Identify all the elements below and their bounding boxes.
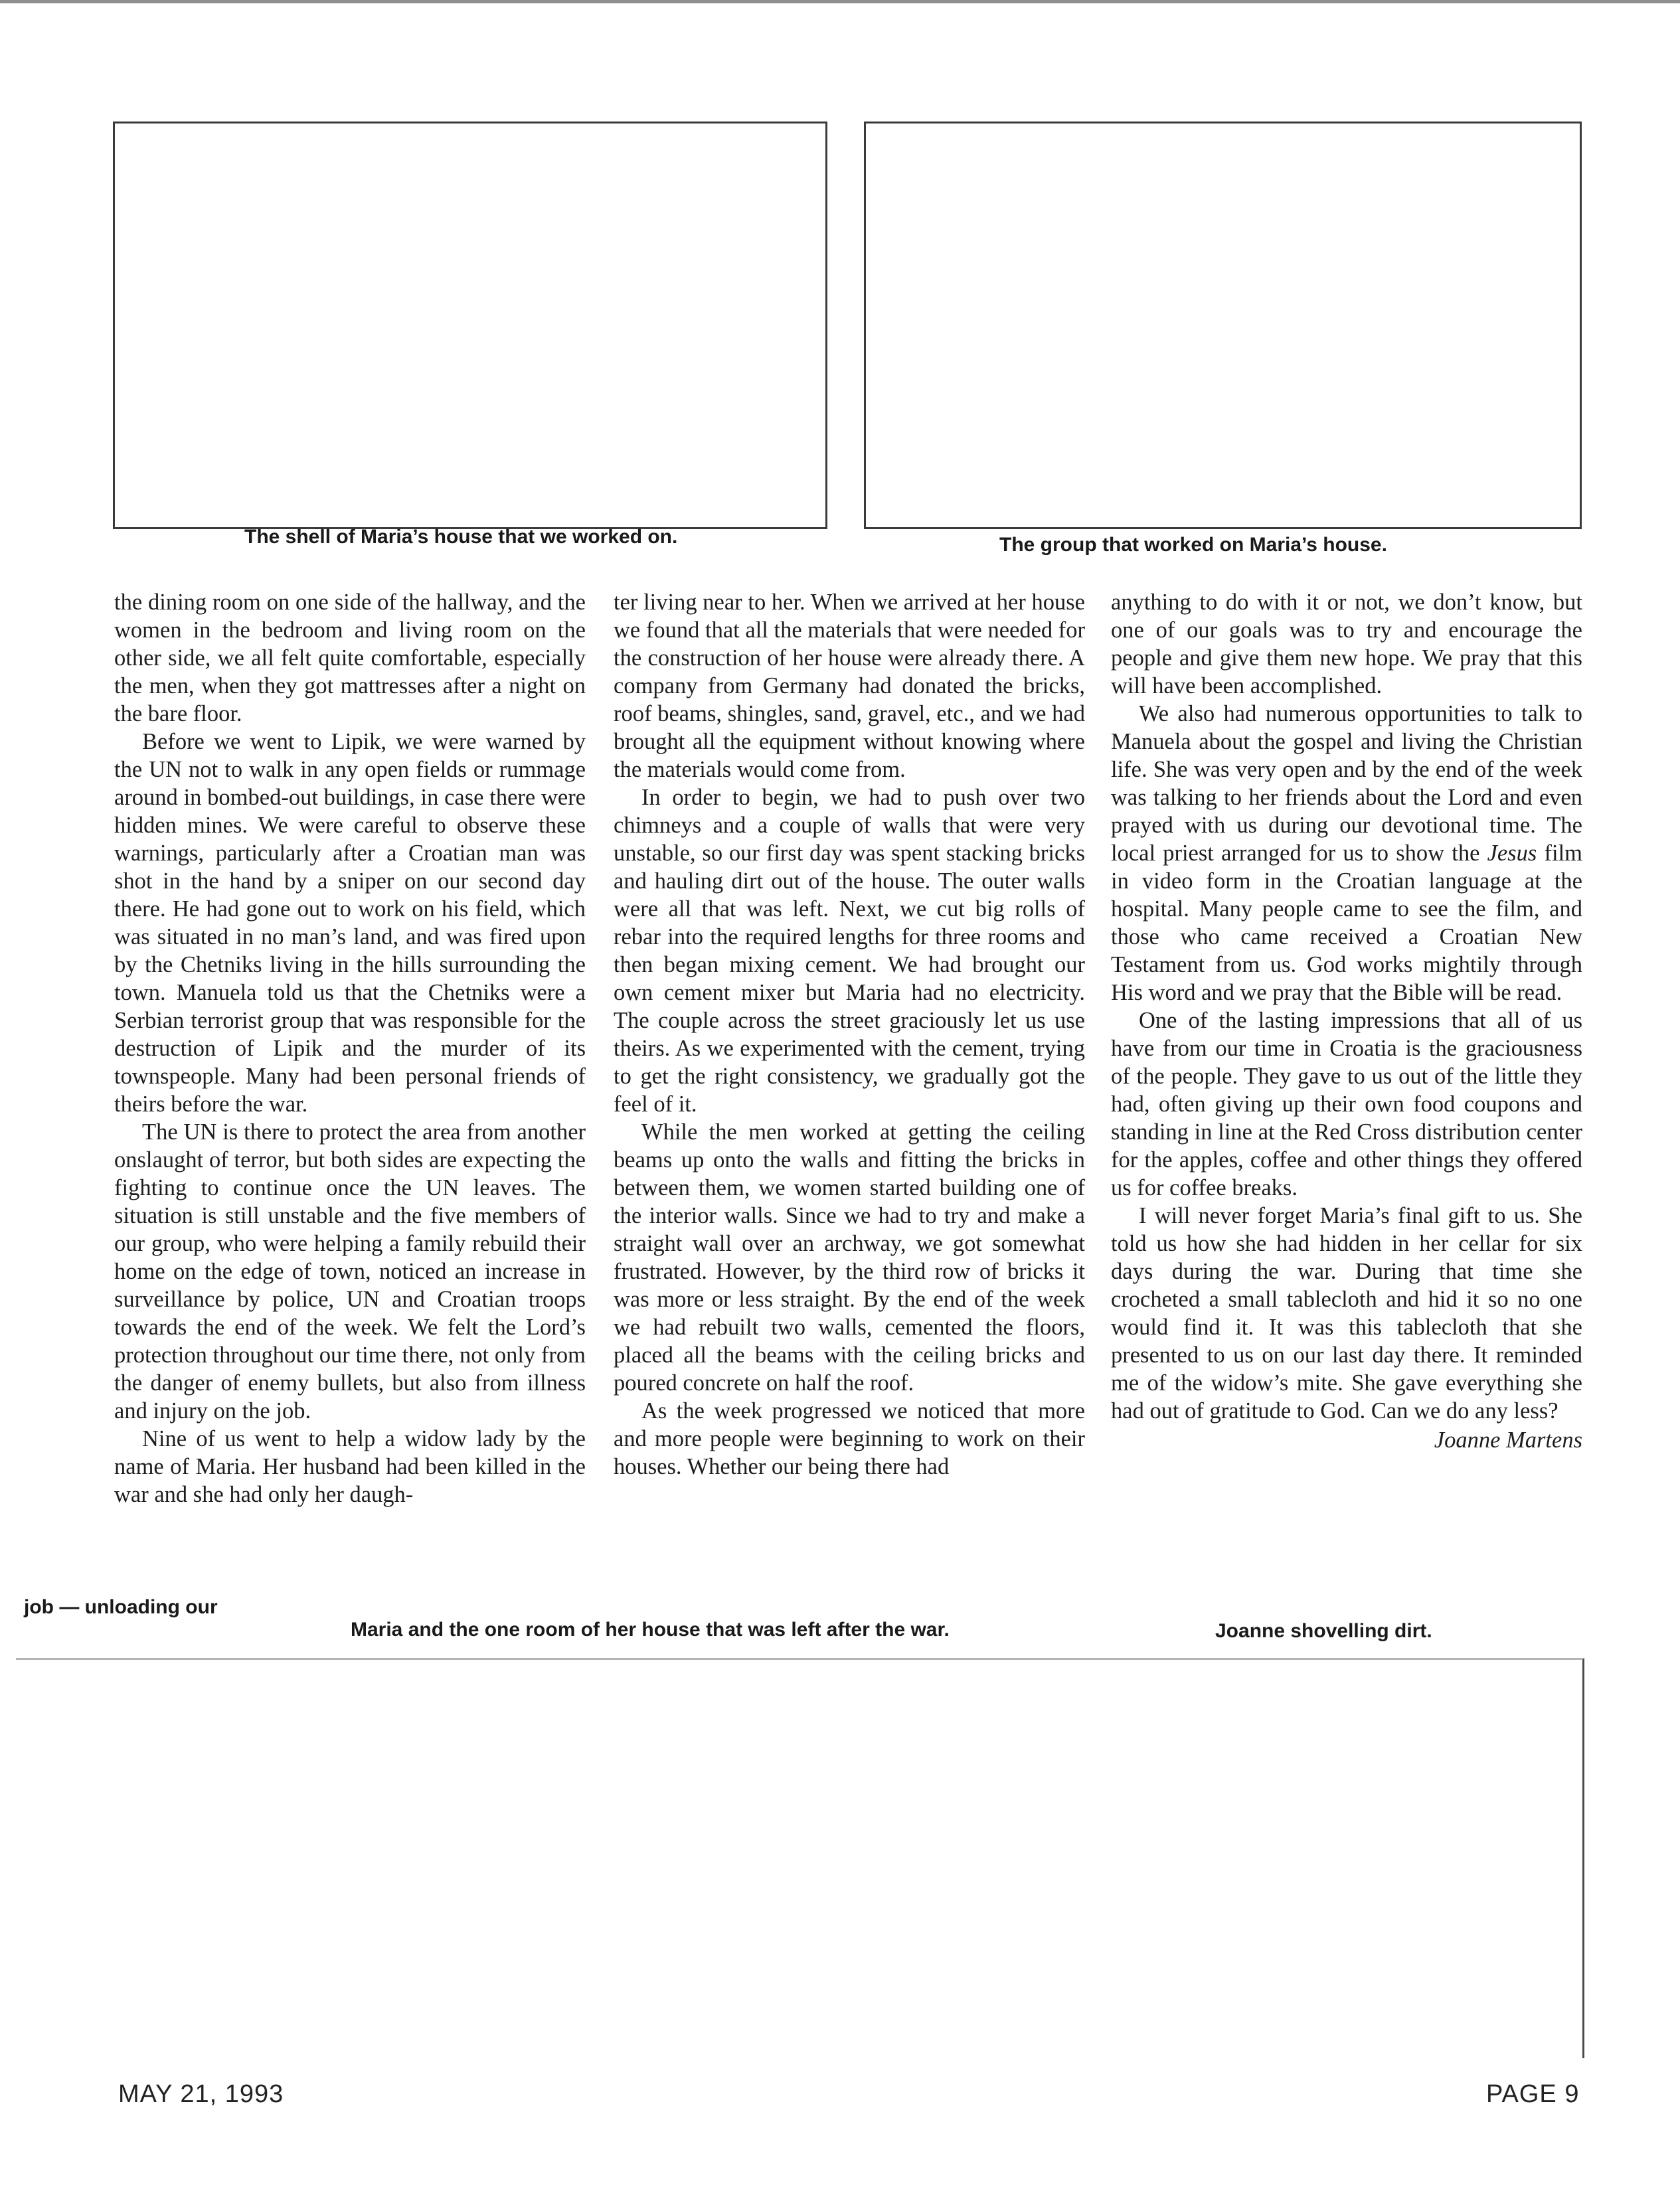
caption-partial-unloading: job — unloading our (24, 1596, 218, 1618)
top-edge-rule (0, 0, 1680, 3)
paragraph: I will never forget Maria’s final gift to us. She told us how she had hidden in her cellar for six days during the war. During that time she crocheted a small tablecloth and hid it so no one would find it. It was this tablecloth that she presented to us on our last day there. It reminded me of the widow’s mite. She gave everything she had out of gratitude to God. Can we do any less? (1111, 1203, 1582, 1424)
caption-work-group: The group that worked on Maria’s house. (999, 534, 1387, 556)
footer-date: MAY 21, 1993 (118, 2080, 284, 2108)
paragraph (1111, 700, 1582, 1007)
paragraph-text: film in video form in the Croatian language at the hospital. Many people came to see the film, and those who came received a Croatian New Testament from us. God works mightily through His word and we pray that the Bible will be read. (1111, 841, 1582, 1005)
article-column-1 (114, 588, 586, 1508)
paragraph: ter living near to her. When we arrived at her house we found that all the materials that were needed for the construction of her house were already there. A company from Germany had donated the bricks, roof beams, shingles, sand, gravel, etc., and we had brought all the equipment without knowing where the materials would come from. (614, 590, 1085, 782)
paragraph: One of the lasting impressions that all of us have from our time in Croatia is the graciousness of the people. They gave to us out of the little they had, often giving up their own food coupons and standing in line at the Red Cross distribution center for the apples, coffee and other things they offered us for coffee breaks. (1111, 1008, 1582, 1200)
photo-maria-house-shell (113, 122, 827, 529)
photo-work-group (864, 122, 1582, 529)
author-signature: Joanne Martens (1434, 1427, 1582, 1453)
paragraph: As the week progressed we noticed that more and more people were beginning to work on their houses. Whether our being there had (614, 1398, 1085, 1479)
paragraph-text: We also had numerous opportunities to talk to Manuela about the gospel and living the Christian life. She was very open and by the end of the week was talking to her friends about the Lord and even prayed with us during our devotional time. The local priest arranged for us to show the (1111, 701, 1582, 866)
paragraph: While the men worked at getting the ceiling beams up onto the walls and fitting the bricks in between them, we women started building one of the interior walls. Since we had to try and make a straight wall over an archway, we got somewhat frustrated. However, by the third row of bricks it was more or less straight. By the end of the week we had rebuilt two walls, cemented the floors, placed all the beams with the ceiling bricks and poured concrete on half the roof. (614, 1119, 1085, 1396)
paragraph: anything to do with it or not, we don’t know, but one of our goals was to try and encourage the people and give them new hope. We pray that this will have been accomplished. (1111, 590, 1582, 698)
paragraph: the dining room on one side of the hallway, and the women in the bedroom and living room on the other side, we all felt quite comfortable, especially the men, when they got mattresses after a night on the bare floor. (114, 590, 586, 726)
caption-house-shell: The shell of Maria’s house that we worked on. (244, 526, 678, 548)
article-column-3 (1111, 588, 1582, 1454)
article-column-2 (614, 588, 1085, 1481)
paragraph: The UN is there to protect the area from another onslaught of terror, but both sides are expecting the fighting to continue once the UN leaves. The situation is still unstable and the five members of our group, who were helping a family rebuild their home on the edge of town, noticed an increase in surveillance by police, UN and Croatian troops towards the end of the week. We felt the Lord’s protection throughout our time there, not only from the danger of enemy bullets, but also from illness and injury on the job. (114, 1119, 586, 1424)
photo-bottom-strip (16, 1658, 1584, 2058)
caption-joanne-shovelling: Joanne shovelling dirt. (1215, 1620, 1432, 1642)
paragraph: In order to begin, we had to push over two chimneys and a couple of walls that were very unstable, so our first day was spent stacking bricks and hauling dirt out of the house. The outer walls were all that was left. Next, we cut big rolls of rebar into the required lengths for three rooms and then began mixing cement. We had brought our own cement mixer but Maria had no electricity. The couple across the street graciously let us use theirs. As we experimented with the cement, trying to get the right consistency, we gradually got the feel of it. (614, 785, 1085, 1117)
footer-page-number: PAGE 9 (1486, 2080, 1580, 2108)
paragraph: Before we went to Lipik, we were warned by the UN not to walk in any open fields or rummage around in bombed-out buildings, in case there were hidden mines. We were careful to observe these warnings, particularly after a Croatian man was shot in the hand by a sniper on our second day there. He had gone out to work on his field, which was situated in no man’s land, and was fired upon by the Chetniks living in the hills surrounding the town. Manuela told us that the Chetniks were a Serbian terrorist group that was responsible for the destruction of Lipik and the murder of its townspeople. Many had been personal friends of theirs before the war. (114, 729, 586, 1117)
paragraph: Nine of us went to help a widow lady by the name of Maria. Her husband had been killed in the war and she had only her daugh- (114, 1426, 586, 1507)
film-title: Jesus (1487, 841, 1537, 866)
caption-maria-one-room: Maria and the one room of her house that was left after the war. (351, 1619, 950, 1641)
